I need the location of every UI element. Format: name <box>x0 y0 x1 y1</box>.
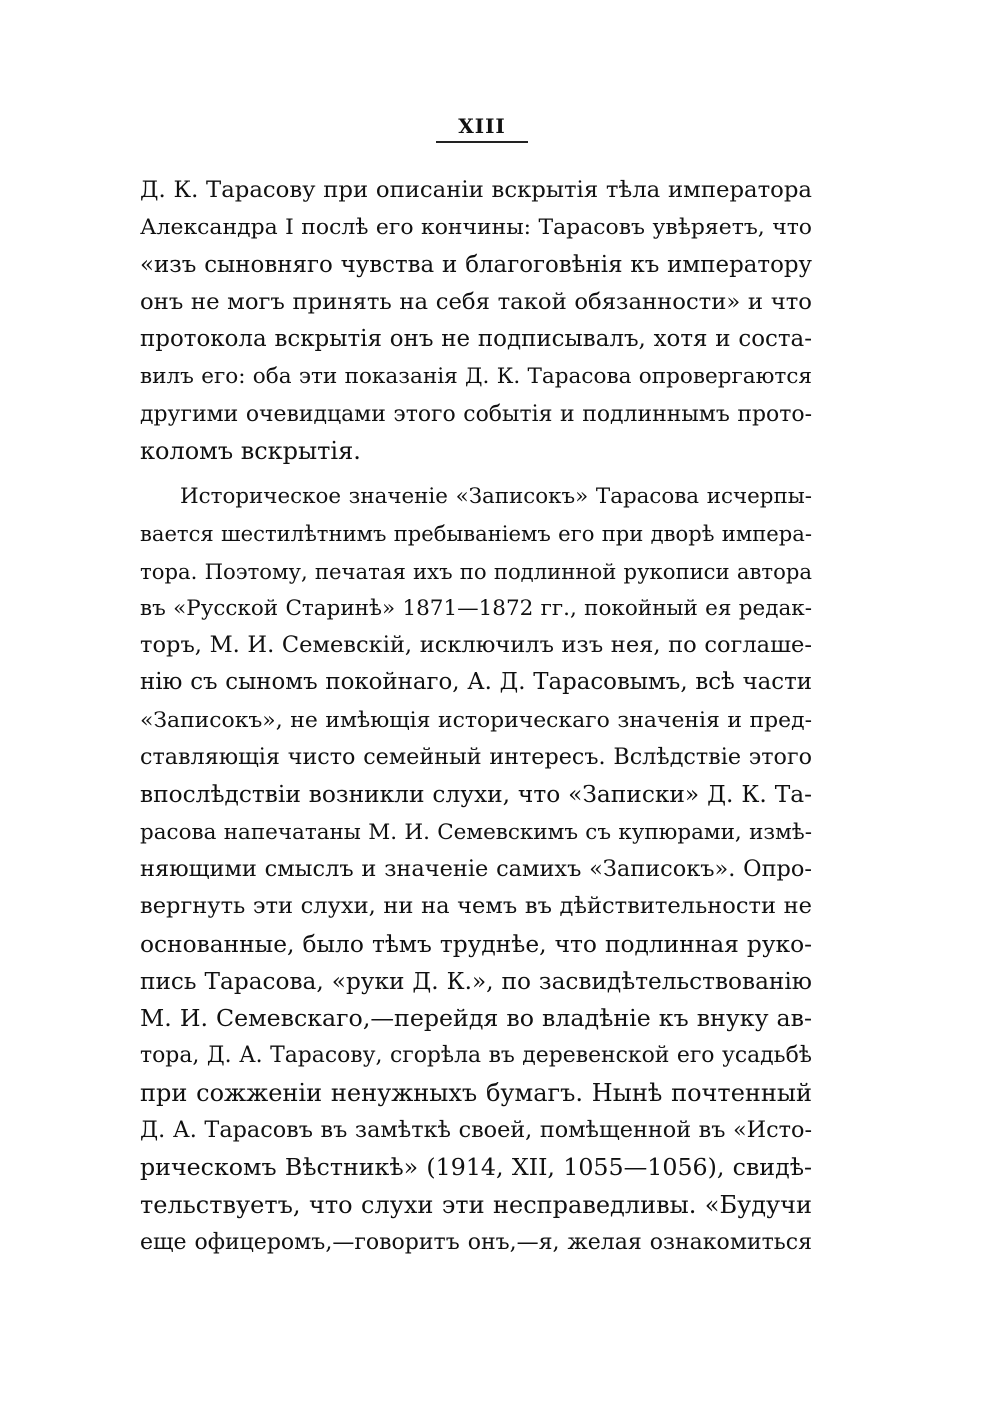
text-line: онъ не могъ принять на себя такой обязанности» и что <box>140 288 812 315</box>
paragraph-2 <box>140 478 812 1261</box>
text-line: въ «Русской Старинѣ» 1871—1872 гг., покойный ея редак- <box>140 595 812 621</box>
text-line: при сожженіи ненужныхъ бумагъ. Нынѣ почтенный <box>140 1078 812 1107</box>
text-line: рическомъ Вѣстникѣ» (1914, XII, 1055—1056), свидѣ- <box>140 1153 812 1182</box>
text-line: М. И. Семевскаго,—перейдя во владѣніе къ внуку ав- <box>140 1004 812 1033</box>
text-line: еще офицеромъ,—говоритъ онъ,—я, желая ознакомиться <box>140 1229 812 1255</box>
text-line: основанные, было тѣмъ труднѣе, что подлинная руко- <box>140 930 812 958</box>
text-line: Д. А. Тарасовъ въ замѣткѣ своей, помѣщенной въ «Исто- <box>140 1117 812 1144</box>
text-line: расова напечатаны М. И. Семевскимъ съ купюрами, измѣ- <box>140 819 812 845</box>
text-line: впослѣдствіи возникли слухи, что «Записки» Д. К. Та- <box>140 781 812 809</box>
text-line: Александра I послѣ его кончины: Тарасовъ увѣряетъ, что <box>140 215 812 241</box>
text-line: пись Тарасова, «руки Д. К.», по засвидѣтельствованію <box>140 967 812 995</box>
text-line: няющими смыслъ и значеніе самихъ «Записокъ». Опро- <box>140 855 812 882</box>
text-line: вергнуть эти слухи, ни на чемъ въ дѣйствительности не <box>140 893 812 920</box>
text-line: Д. К. Тарасову при описаніи вскрытія тѣла императора <box>140 177 812 203</box>
text-line: тора. Поэтому, печатая ихъ по подлинной рукописи автора <box>140 558 812 584</box>
text-line: торъ, М. И. Семевскій, исключилъ изъ нея, по соглаше- <box>140 632 812 659</box>
text-line: коломъ вскрытія. <box>140 437 361 466</box>
text-line: нію съ сыномъ покойнаго, А. Д. Тарасовымъ, всѣ части <box>140 669 812 696</box>
text-line: другими очевидцами этого событія и подлиннымъ прото- <box>140 401 812 427</box>
text-line: «Записокъ», не имѣющія историческаго значенія и пред- <box>140 707 812 733</box>
page-number-rule <box>436 141 528 143</box>
text-line: ставляющія чисто семейный интересъ. Вслѣдствіе этого <box>140 744 812 771</box>
paragraph-1 <box>140 172 812 470</box>
text-line: тельствуетъ, что слухи эти несправедливы. «Будучи <box>140 1190 812 1219</box>
text-line: «изъ сыновняго чувства и благоговѣнія къ императору <box>140 251 812 278</box>
page-number: XIII <box>458 114 506 138</box>
text-line: тора, Д. А. Тарасову, сгорѣла въ деревенской его усадьбѣ <box>140 1043 812 1069</box>
text-line: вается шестилѣтнимъ пребываніемъ его при дворѣ импера- <box>140 521 812 547</box>
text-line: вилъ его: оба эти показанія Д. К. Тарасова опровергаются <box>140 364 812 390</box>
text-line: протокола вскрытія онъ не подписывалъ, хотя и соста- <box>140 326 812 353</box>
text-line: Историческое значеніе «Записокъ» Тарасова исчерпы- <box>180 484 812 509</box>
